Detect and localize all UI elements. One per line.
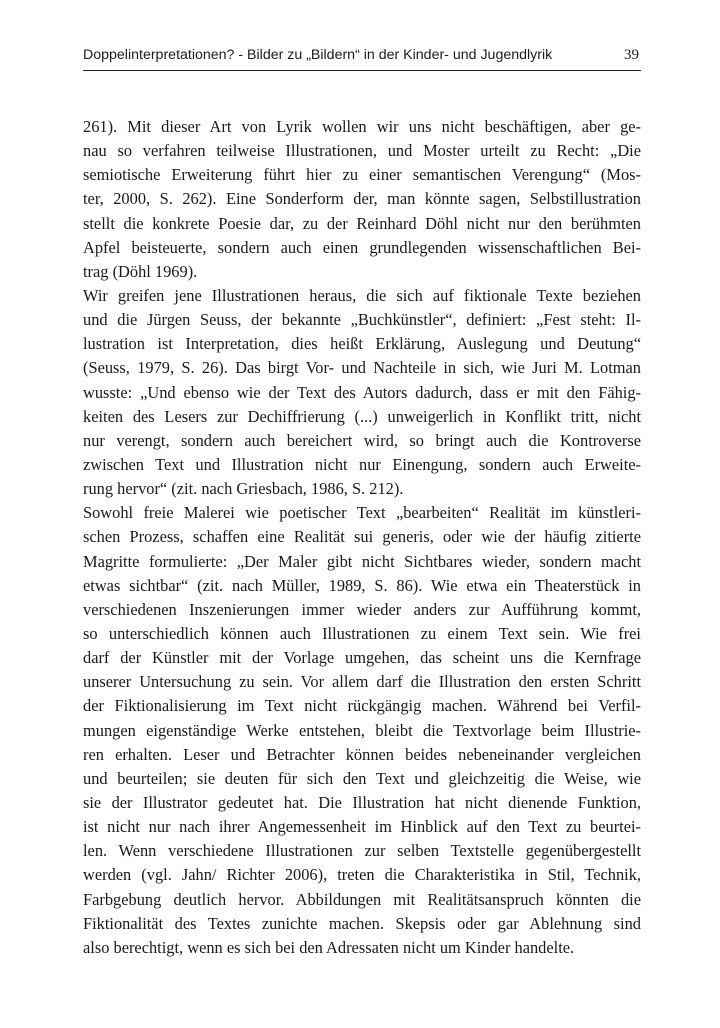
text-line: rung hervor“ (zit. nach Griesbach, 1986, S. 212).: [83, 479, 404, 499]
running-header: [83, 44, 641, 71]
text-line: len. Wenn verschiedene Illustrationen zur selben Textstelle gegenübergestellt: [83, 841, 641, 861]
text-line: unserer Untersuchung zu sein. Vor allem darf die Illustration den ersten Schritt: [83, 672, 641, 692]
text-line: semiotische Erweiterung führt hier zu einer semantischen Verengung“ (Mos-: [83, 165, 641, 185]
text-line: und beurteilen; sie deuten für sich den Text und gleichzeitig die Weise, wie: [83, 768, 641, 788]
text-line: schen Prozess, schaffen eine Realität sui generis, oder wie der häufig zitierte: [83, 527, 641, 547]
paragraph: [83, 115, 641, 284]
text-line: der Fiktionalisierung im Text nicht rückgängig machen. Während bei Verfil-: [83, 696, 641, 716]
text-line: verschiedenen Inszenierungen immer wieder anders zur Aufführung kommt,: [83, 599, 641, 619]
text-line: ren erhalten. Leser und Betrachter können beides nebeneinander vergleichen: [83, 744, 641, 764]
text-line: stellt die konkrete Poesie dar, zu der Reinhard Döhl nicht nur den berühmten: [83, 213, 641, 233]
text-line: Fiktionalität des Textes zunichte machen. Skepsis oder gar Ablehnung sind: [83, 913, 641, 933]
text-line: Sowohl freie Malerei wie poetischer Text „bearbeiten“ Realität im künstleri-: [83, 503, 641, 523]
text-line: trag (Döhl 1969).: [83, 261, 198, 281]
text-line: etwas sichtbar“ (zit. nach Müller, 1989, S. 86). Wie etwa ein Theaterstück in: [83, 575, 641, 595]
text-line: zwischen Text und Illustration nicht nur Einengung, sondern auch Erweite-: [83, 454, 641, 474]
text-line: nau so verfahren teilweise Illustrationen, und Moster urteilt zu Recht: „Die: [83, 141, 641, 161]
text-line: mungen eigenständige Werke entstehen, bleibt die Textvorlage beim Illustrie-: [83, 720, 641, 740]
running-title: Doppelinterpretationen? - Bilder zu „Bildern“ in der Kinder- und Jugendlyrik: [83, 47, 553, 63]
text-line: 261). Mit dieser Art von Lyrik wollen wir uns nicht beschäftigen, aber ge-: [83, 117, 641, 136]
text-line: Magritte formulierte: „Der Maler gibt nicht Sichtbares wieder, sondern macht: [83, 551, 641, 571]
text-line: und die Jürgen Seuss, der bekannte „Buchkünstler“, definiert: „Fest steht: Il-: [83, 310, 641, 330]
text-line: ist nicht nur nach ihrer Angemessenheit im Hinblick auf den Text zu beurtei-: [83, 817, 641, 837]
paragraph: [83, 501, 641, 960]
page-number: 39: [624, 47, 639, 63]
text-line: (Seuss, 1979, S. 26). Das birgt Vor- und Nachteile in sich, wie Juri M. Lotman: [83, 358, 641, 378]
paragraph: [83, 284, 641, 501]
text-line: sie der Illustrator gedeutet hat. Die Illustration hat nicht dienende Funktion,: [83, 792, 641, 812]
text-line: darf der Künstler mit der Vorlage umgehen, das scheint uns die Kernfrage: [83, 648, 641, 668]
text-line: lustration ist Interpretation, dies heißt Erklärung, Auslegung und Deutung“: [83, 334, 641, 354]
text-line: werden (vgl. Jahn/ Richter 2006), treten die Charakteristika in Stil, Technik,: [83, 865, 641, 885]
body-text: [83, 115, 641, 960]
text-line: nur verengt, sondern auch bereichert wird, so bringt auch die Kontroverse: [83, 430, 641, 450]
text-line: also berechtigt, wenn es sich bei den Adressaten nicht um Kinder handelte.: [83, 937, 575, 957]
text-line: Farbgebung deutlich hervor. Abbildungen mit Realitätsanspruch könnten die: [83, 889, 641, 909]
text-line: wusste: „Und ebenso wie der Text des Autors dadurch, dass er mit den Fähig-: [83, 382, 641, 402]
text-line: keiten des Lesers zur Dechiffrierung (...) unweigerlich in Konflikt tritt, nicht: [83, 406, 641, 426]
text-line: so unterschiedlich können auch Illustrationen zu einem Text sein. Wie frei: [83, 623, 641, 643]
text-line: Apfel beisteuerte, sondern auch einen grundlegenden wissenschaftlichen Bei-: [83, 237, 641, 257]
text-line: Wir greifen jene Illustrationen heraus, die sich auf fiktionale Texte beziehen: [83, 285, 641, 305]
text-line: ter, 2000, S. 262). Eine Sonderform der, man könnte sagen, Selbstillustration: [83, 189, 641, 209]
